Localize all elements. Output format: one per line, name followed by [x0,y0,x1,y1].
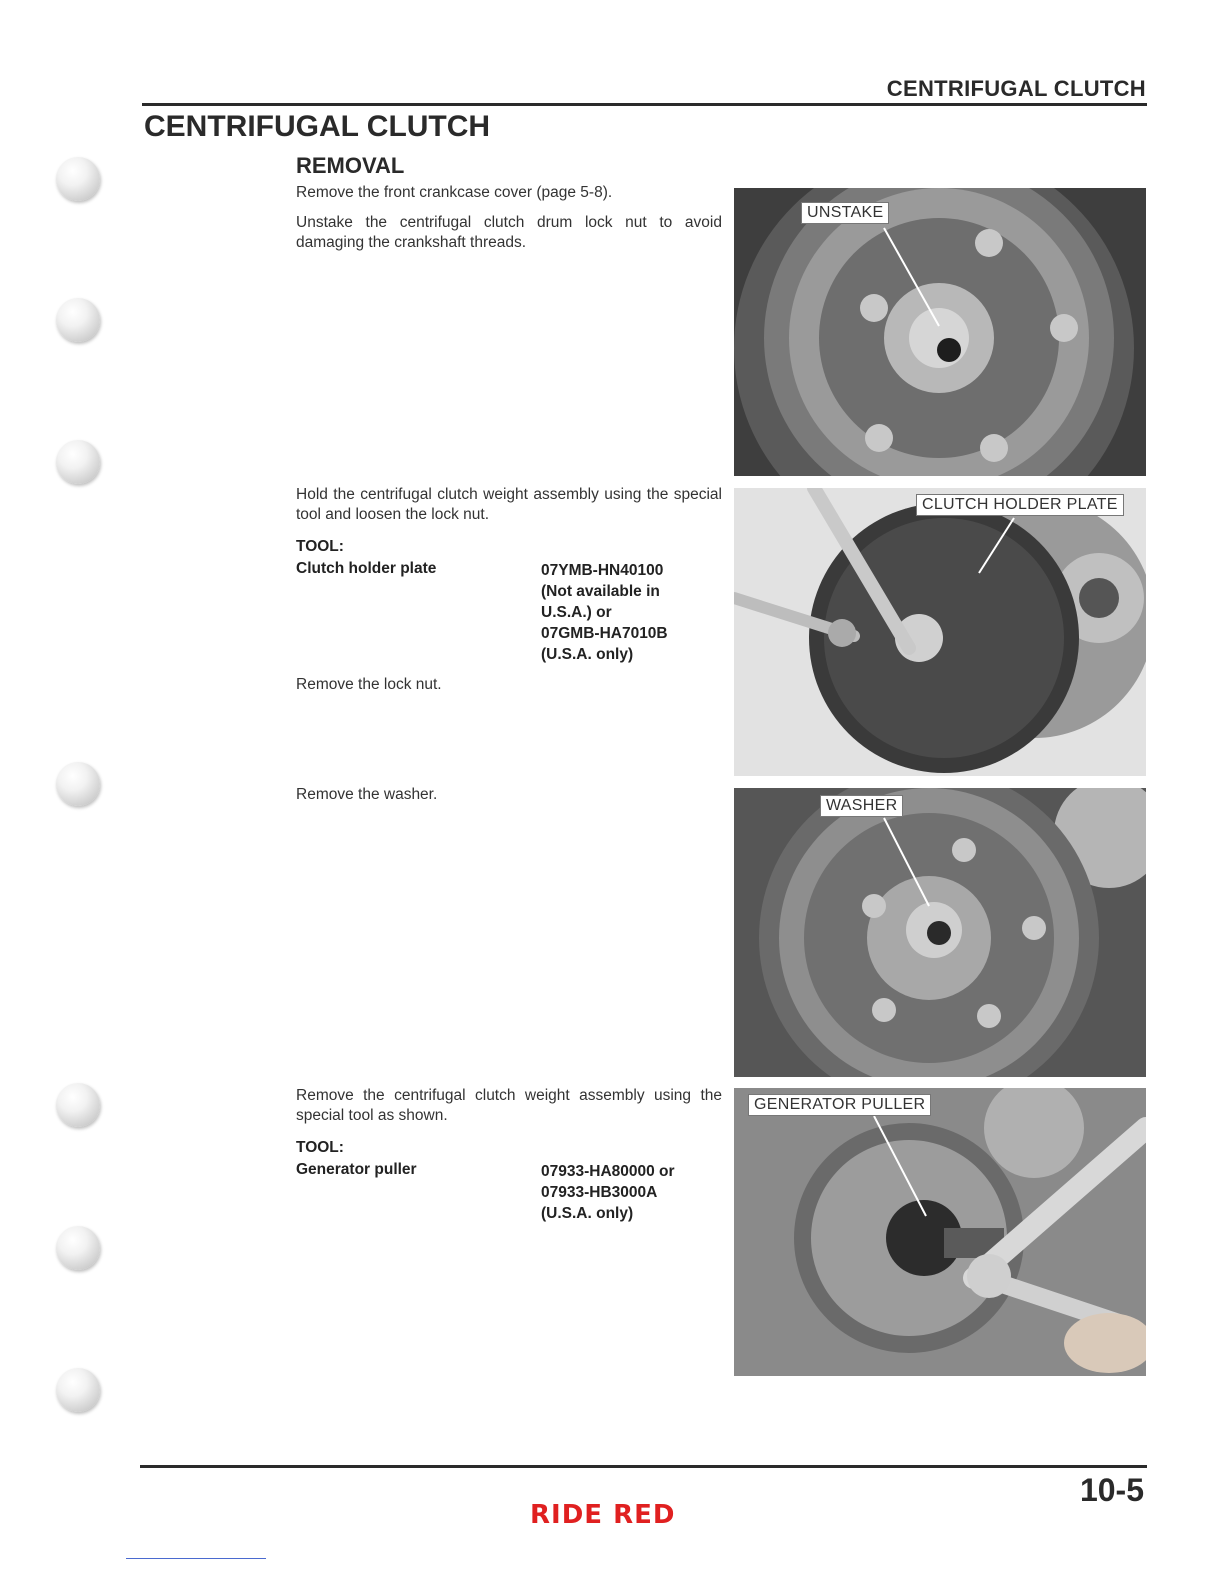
page-number: 10-5 [1079,1472,1144,1508]
tool-part-line: (U.S.A. only) [541,1205,634,1222]
callout-label: UNSTAKE [801,202,889,224]
tool-part-numbers [541,1161,675,1224]
step-remove-washer: Remove the washer. [296,786,438,803]
photo-generator-puller [734,1088,1146,1376]
photo-clutch-holder-plate [734,488,1146,776]
tool-part-line: 07933-HB3000A [541,1184,658,1201]
binder-hole [56,1083,100,1127]
tool-part-line: U.S.A.) or [541,604,612,621]
callout-label: CLUTCH HOLDER PLATE [916,494,1124,516]
footer-rule [140,1465,1147,1468]
binder-hole [56,157,100,201]
section-title: CENTRIFUGAL CLUTCH [144,110,491,143]
brand-logo: RIDE RED [530,1500,676,1530]
footer-link-line [126,1558,266,1559]
step-remove-weight-assembly: Remove the centrifugal clutch weight assembly using the special tool as shown. [296,1087,722,1124]
binder-hole [56,1368,100,1412]
tool-name: Generator puller [296,1161,417,1178]
subsection-title: REMOVAL [296,153,405,178]
tool-part-line: (Not available in [541,583,660,600]
step-hold-assembly: Hold the centrifugal clutch weight assembly using the special tool and loosen the lock nut. [296,486,722,523]
step-remove-lock-nut: Remove the lock nut. [296,676,442,693]
tool-part-line: 07GMB-HA7010B [541,625,668,642]
photo-unstake [734,188,1146,476]
photo-washer [734,788,1146,1077]
callout-label: GENERATOR PULLER [748,1094,931,1116]
binder-hole [56,762,100,806]
tool-part-numbers [541,560,668,665]
running-header: CENTRIFUGAL CLUTCH [886,76,1146,101]
tool-name: Clutch holder plate [296,560,437,577]
tool-part-line: (U.S.A. only) [541,646,634,663]
header-rule [142,103,1147,106]
tool-part-line: 07933-HA80000 or [541,1163,675,1180]
binder-hole [56,440,100,484]
step-remove-cover: Remove the front crankcase cover (page 5-8). [296,184,613,201]
callout-label: WASHER [820,795,903,817]
binder-hole [56,1226,100,1270]
tool-part-line: 07YMB-HN40100 [541,562,664,579]
step-unstake: Unstake the centrifugal clutch drum lock nut to avoid damaging the crankshaft threads. [296,214,722,251]
tool-label: TOOL: [296,1139,344,1156]
tool-label: TOOL: [296,538,344,555]
binder-hole [56,298,100,342]
